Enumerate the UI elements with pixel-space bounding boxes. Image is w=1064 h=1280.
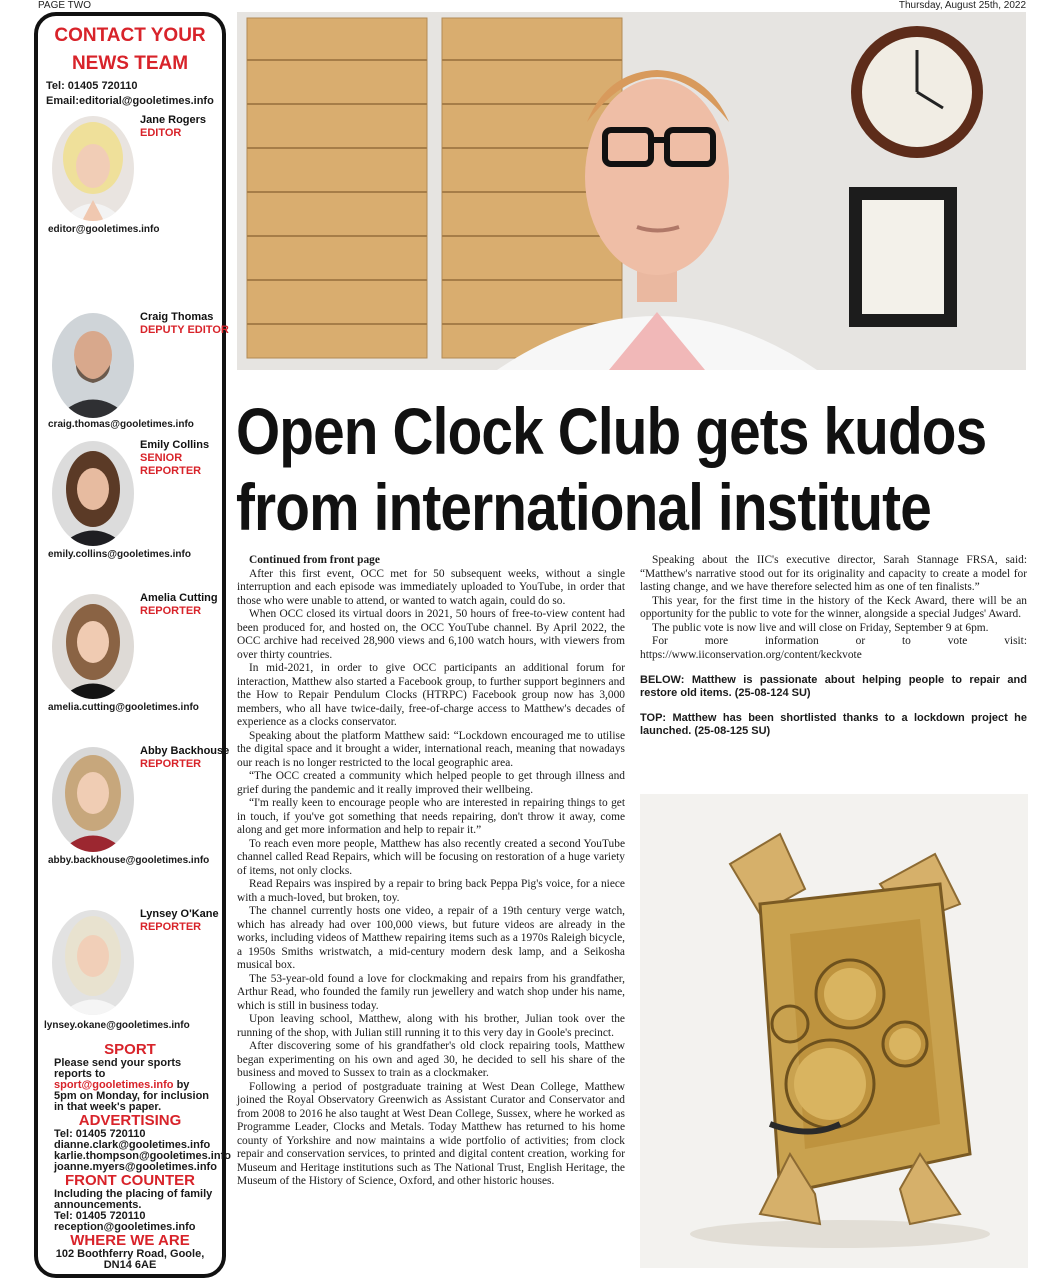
staff-card-reporter-abby: [46, 739, 230, 892]
front-counter-tel: Tel: 01405 720110: [54, 1210, 146, 1222]
staff-photo-abby-backhouse: [52, 747, 134, 852]
paragraph: To reach even more people, Matthew has also recently created a second YouTube channel called Read Repairs, which will be focusing on restoration of a huge variety of items, not only clocks.: [237, 837, 625, 877]
article-column-1: [237, 554, 625, 1189]
paragraph: Speaking about the platform Matthew said: “Lockdown encouraged me to utilise the digital space and it brought a wider, international reach, meaning that nowadays our reach is no longer restricted to the local geographic area.: [237, 729, 625, 769]
article-column-2: [640, 554, 1027, 738]
staff-photo-jane-rogers: [52, 116, 134, 221]
paragraph-vote-link[interactable]: For more information or to vote visit: https://www.iiconservation.org/content/keckvote: [640, 635, 1027, 661]
paragraph: In mid-2021, in order to give OCC participants an additional forum for interaction, Matthew also started a Facebook group, to further support beginners and the How to Repair Pendulum Clocks (HTRPC) Facebook group now has 3,000 members, who all have twice-daily, free-of-charge access to Matthew's decades of experience as a clocks conservator.: [237, 662, 625, 728]
staff-name: Amelia Cutting: [140, 592, 218, 604]
staff-role: REPORTER: [140, 605, 202, 617]
newsroom-tel: Tel: 01405 720110: [46, 80, 138, 92]
contact-sidebar: [34, 12, 231, 1278]
paragraph: The channel currently hosts one video, a repair of a 19th century verge watch, which has already had over 100,000 views, but future videos are already in the works, including videos of Matthew repairing items such as a 1970s Raleigh bicycle, a 1950s Smiths wristwatch, a mid-century modern desk lamp, and a Seikosha musical box.: [237, 905, 625, 971]
advertising-email-2[interactable]: karlie.thompson@gooletimes.info: [54, 1150, 231, 1162]
where-heading: WHERE WE ARE: [70, 1232, 190, 1249]
paragraph: After discovering some of his grandfather's old clock repairing tools, Matthew began experimenting on his own and aged 30, he decided to sell his share of the business and moved to Sussex to train as a clockmaker.: [237, 1040, 625, 1079]
front-counter-email[interactable]: reception@gooletimes.info: [54, 1221, 196, 1233]
staff-photo-craig-thomas: [52, 313, 134, 418]
paragraph: “The OCC created a community which helped people to get through illness and grief during the pandemic and it really improved their wellbeing.: [237, 770, 625, 796]
sport-text: [46, 1058, 214, 1113]
newsroom-email[interactable]: Email:editorial@gooletimes.info: [46, 95, 214, 107]
paragraph: Read Repairs was inspired by a repair to bring back Peppa Pig's voice, for a niece with a much-loved, but broken, toy.: [237, 878, 625, 904]
staff-email[interactable]: emily.collins@gooletimes.info: [48, 549, 191, 560]
staff-email[interactable]: amelia.cutting@gooletimes.info: [48, 702, 199, 713]
paragraph: After this first event, OCC met for 50 subsequent weeks, without a single interruption and each episode was immediately uploaded to YouTube, in order that those who were unable to attend, or wanted to watch again, could do so.: [237, 567, 625, 607]
bottom-photo-clock-movement: [640, 794, 1028, 1268]
sport-text-1: Please send your sports reports to: [54, 1057, 182, 1080]
staff-name: Lynsey O'Kane: [140, 908, 219, 920]
advertising-email-1[interactable]: dianne.clark@gooletimes.info: [54, 1139, 211, 1151]
staff-photo-lynsey-okane: [52, 910, 134, 1015]
paragraph: The 53-year-old found a love for clockmaking and repairs from his grandfather, Arthur Read, who founded the family run jewellery and watch shop under his name, which is still in business today.: [237, 972, 625, 1012]
paragraph: Speaking about the IIC's executive director, Sarah Stannage FRSA, said: “Matthew's narrative stood out for its originality and capacity to create a model for lasting change, and we have therefore selected him as one of ten finalists.”: [640, 554, 1027, 593]
staff-email[interactable]: lynsey.okane@gooletimes.info: [44, 1020, 190, 1031]
paragraph: When OCC closed its virtual doors in 2021, 50 hours of free-to-view content had been produced for, and hosted on, the OCC YouTube channel. By April 2022, the OCC archive had received 28,900 views and 6,100 watch hours, with viewers from over thirty countries.: [237, 608, 625, 661]
sport-email[interactable]: sport@gooletimes.info: [54, 1079, 174, 1091]
staff-card-editor: [46, 108, 214, 261]
page-date: Thursday, August 25th, 2022: [898, 0, 1026, 11]
advertising-heading: ADVERTISING: [78, 1112, 182, 1129]
staff-name: Emily Collins: [140, 439, 210, 451]
sport-heading: SPORT: [104, 1041, 156, 1058]
staff-email[interactable]: craig.thomas@gooletimes.info: [48, 419, 194, 430]
paragraph: “I'm really keen to encourage people who are interested in repairing things to get in touch, if you've got something that needs repairing, don't throw it away, come along and get more information and help to repair it.”: [237, 797, 625, 836]
office-address: 102 Boothferry Road, Goole, DN14 6AE: [55, 1248, 205, 1271]
advertising-tel: Tel: 01405 720110: [54, 1128, 146, 1140]
caption-top: TOP: Matthew has been shortlisted thanks to a lockdown project he launched. (25-08-125 SU): [640, 712, 1027, 737]
caption-below: BELOW: Matthew is passionate about helping people to repair and restore old items. (25-08-124 SU): [640, 674, 1027, 699]
staff-role: SENIOR REPORTER: [140, 452, 202, 477]
staff-card-senior-reporter: [46, 433, 214, 586]
page-label: PAGE TWO: [38, 0, 91, 11]
staff-card-reporter-lynsey: [44, 892, 219, 1042]
headline-line-2: from international institute: [236, 470, 931, 544]
continued-kicker: Continued from front page: [249, 554, 380, 566]
staff-photo-emily-collins: [52, 441, 134, 546]
staff-photo-amelia-cutting: [52, 594, 134, 699]
staff-card-deputy-editor: [46, 261, 229, 433]
advertising-email-3[interactable]: joanne.myers@gooletimes.info: [54, 1161, 217, 1173]
article-headline: [236, 393, 987, 545]
staff-role: EDITOR: [140, 127, 182, 139]
front-counter-heading: FRONT COUNTER: [65, 1172, 195, 1189]
sidebar-title-line1: CONTACT YOUR: [54, 25, 206, 46]
paragraph: This year, for the first time in the history of the Keck Award, there will be an opportunity for the public to vote for the winner, alongside a special Judges' Award.: [640, 594, 1027, 620]
sidebar-title-line2: NEWS TEAM: [71, 53, 189, 74]
staff-name: Craig Thomas: [140, 311, 214, 323]
headline-line-1: Open Clock Club gets kudos: [236, 394, 987, 468]
front-counter-text: Including the placing of family announcements.: [54, 1188, 213, 1211]
staff-email[interactable]: editor@gooletimes.info: [48, 224, 160, 235]
staff-email[interactable]: abby.backhouse@gooletimes.info: [48, 855, 210, 866]
staff-name: Abby Backhouse: [140, 745, 230, 757]
staff-card-reporter-amelia: [46, 586, 218, 739]
paragraph: Following a period of postgraduate training at West Dean College, Matthew joined the Royal Observatory Greenwich as Assistant Curator and Conservator and from 2008 to 2016 he also taught at West Dean College, Sussex, where he worked as Programme Leader, Clocks and Metals. Today Matthew has returned to his home county of Yorkshire and now maintains a wide portfolio of activities; from clock repair and conservation services, to printed and digital content creation, working for Museum and Heritage institutions such as The National Trust, English Heritage, the Museum of the History of Science, Oxford, and other historic houses.: [237, 1080, 625, 1187]
paragraph: Upon leaving school, Matthew, along with his brother, Julian took over the running of the shop, with Julian still running it to this very day in Goole's precinct.: [237, 1013, 625, 1039]
staff-role: REPORTER: [140, 921, 202, 933]
staff-name: Jane Rogers: [140, 114, 207, 126]
top-photo-matthew-read: [237, 12, 1026, 370]
paragraph: The public vote is now live and will close on Friday, September 9 at 6pm.: [652, 621, 989, 634]
staff-role: DEPUTY EDITOR: [140, 324, 229, 336]
sport-text-2: by 5pm on Monday, for inclusion in that week's paper.: [54, 1079, 210, 1113]
staff-role: REPORTER: [140, 758, 202, 770]
